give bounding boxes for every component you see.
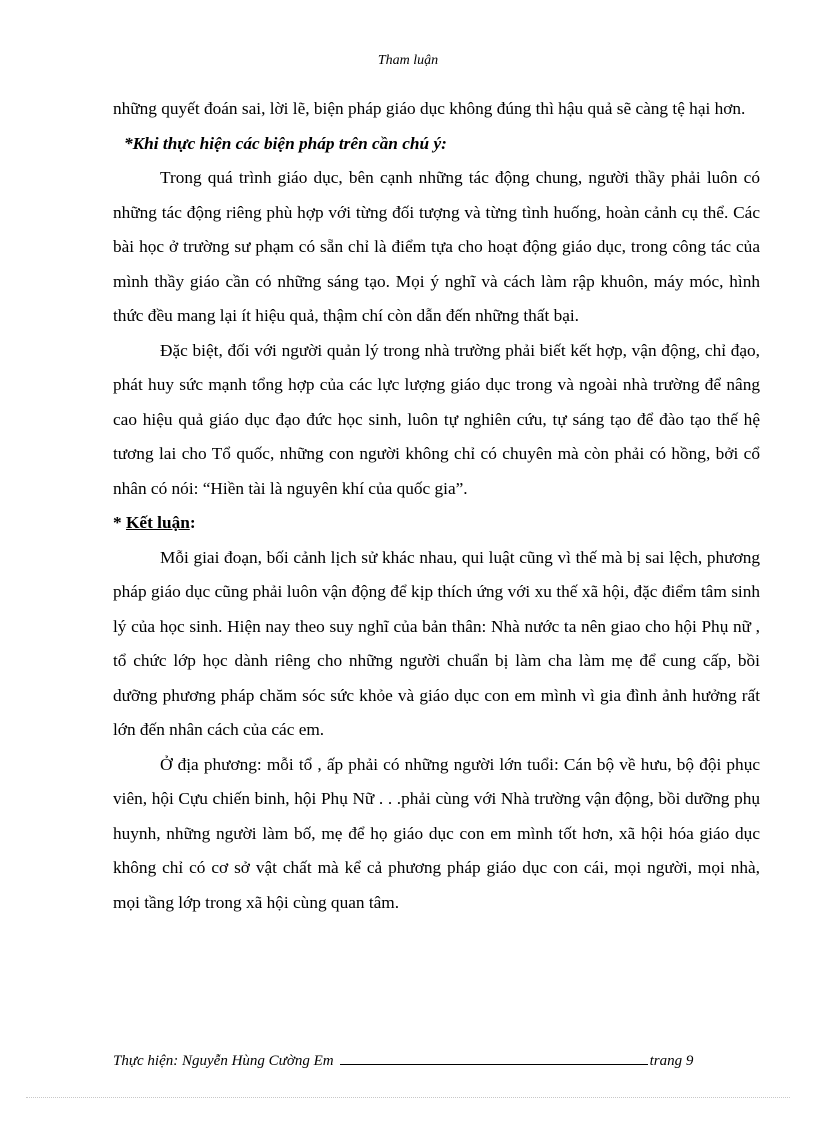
footer-page-number: trang 9 xyxy=(649,1053,694,1069)
paragraph-conclusion-1: Mỗi giai đoạn, bối cảnh lịch sử khác nhau, qui luật cũng vì thế mà bị sai lệch, phương pháp giáo dục cũng phải luôn vận động để kịp thích ứng với xu thế xã hội, đặc điểm tâm sinh lý của học sinh. Hiện nay theo suy nghĩ của bản thân: Nhà nước ta nên giao cho hội Phụ nữ , tổ chức lớp học dành riêng cho những người chuẩn bị làm cha làm mẹ để cung cấp, bồi dưỡng phương pháp chăm sóc sức khỏe và giáo dục con em mình vì gia đình ảnh hưởng rất lớn đến nhân cách của các em. xyxy=(113,547,760,739)
paragraph-continuation: những quyết đoán sai, lời lẽ, biện pháp giáo dục không đúng thì hậu quả sẽ càng tệ hại hơn. xyxy=(113,99,746,118)
paragraph-conclusion-2: Ở địa phương: mỗi tổ , ấp phải có những người lớn tuổi: Cán bộ về hưu, bộ đội phục viên, hội Cựu chiến binh, hội Phụ Nữ . . .phải cùng với Nhà trường vận động, bồi dưỡng phụ huynh, những người làm bố, mẹ để họ giáo dục con em mình tốt hơn, xã hội hóa giáo dục không chỉ có cơ sở vật chất mà kể cả phương pháp giáo dục con cái, mọi người, mọi nhà, mọi tầng lớp trong xã hội cùng quan tâm. xyxy=(113,754,760,912)
paragraph-education-process: Trong quá trình giáo dục, bên cạnh những tác động chung, người thầy phải luôn có những tác động riêng phù hợp với từng đối tượng và từng tình huống, hoàn cảnh cụ thể. Các bài học ở trường sư phạm có sẵn chỉ là điểm tựa cho hoạt động giáo dục, trong công tác của mình thầy giáo cần có những sáng tạo. Mọi ý nghĩ và cách làm rập khuôn, máy móc, hình thức đều mang lại ít hiệu quả, thậm chí còn dẫn đến những thất bại. xyxy=(113,168,760,325)
conclusion-label: Kết luận xyxy=(125,513,190,532)
footer-author: Thực hiện: Nguyễn Hùng Cường Em xyxy=(113,1053,334,1069)
paragraph-school-management: Đặc biệt, đối với người quản lý trong nhà trường phải biết kết hợp, vận động, chỉ đạo, phát huy sức mạnh tổng hợp của các lực lượng giáo dục trong và ngoài nhà trường để nâng cao hiệu quả giáo dục đạo đức học sinh, luôn tự nghiên cứu, tự sáng tạo để đào tạo thế hệ tương lai cho Tổ quốc, những con người không chỉ có chuyên mà còn phải có hồng, bởi cổ nhân có nói: “Hiền tài là nguyên khí của quốc gia”. xyxy=(113,340,760,498)
section-heading-notes: *Khi thực hiện các biện pháp trên cần chú ý: xyxy=(124,133,447,153)
conclusion-prefix: * xyxy=(113,513,126,532)
page-footer xyxy=(113,1053,763,1070)
page-bottom-border xyxy=(26,1097,790,1098)
page-header-title: Tham luận xyxy=(377,53,439,68)
footer-rule xyxy=(340,1054,648,1065)
section-heading-conclusion xyxy=(113,506,760,541)
conclusion-suffix: : xyxy=(189,513,196,532)
document-body xyxy=(113,92,760,920)
